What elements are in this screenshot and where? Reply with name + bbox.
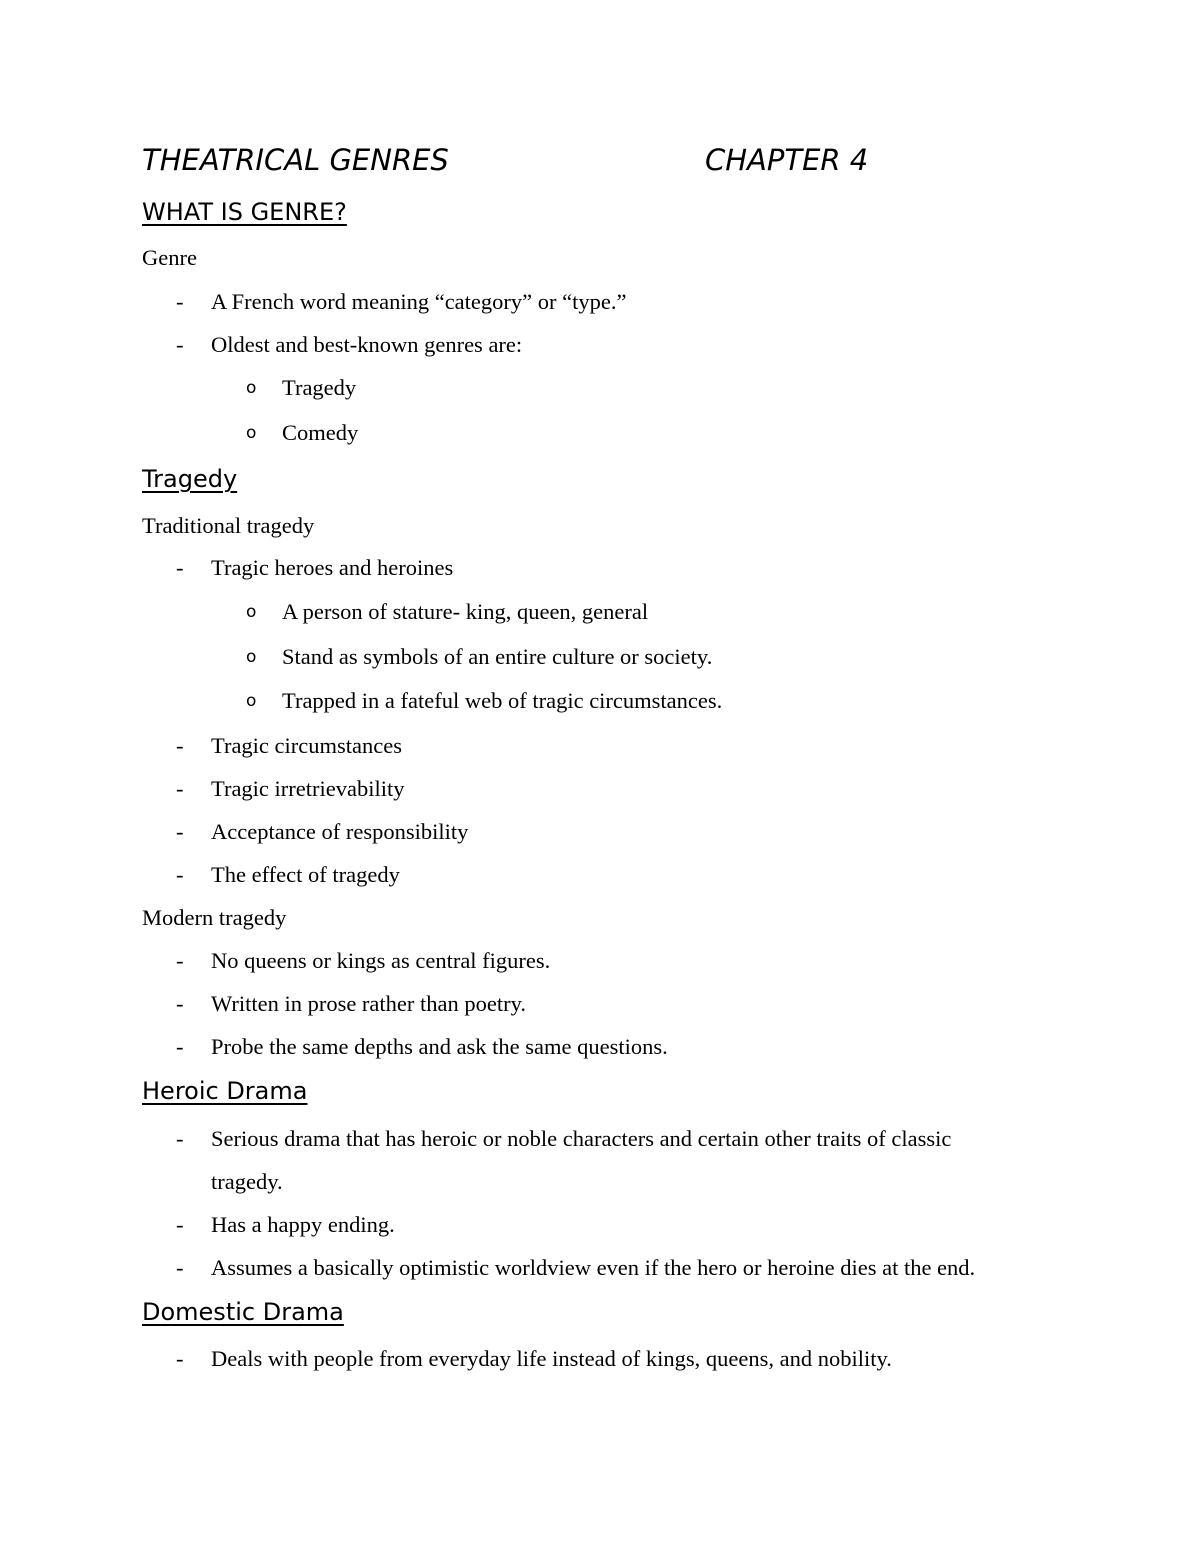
list-item-text: Tragic circumstances [211, 733, 402, 758]
dash-bullet: - [176, 733, 184, 758]
dash-bullet: - [176, 289, 184, 314]
dash-bullet: - [176, 819, 184, 844]
list-item-text: Assumes a basically optimistic worldview even if the hero or heroine dies at the end. [211, 1255, 976, 1280]
dash-bullet: - [176, 1212, 184, 1237]
list-item-text: tragedy. [211, 1169, 283, 1194]
dash-bullet: - [176, 991, 184, 1016]
list-item-text: No queens or kings as central figures. [211, 948, 551, 973]
list-item-text: Tragic heroes and heroines [211, 555, 454, 580]
sub-list-item-text: Tragedy [282, 375, 357, 400]
circle-bullet: o [246, 423, 257, 443]
sub-list-item-text: Stand as symbols of an entire culture or society. [282, 644, 713, 669]
section-heading-domestic-drama: Domestic Drama [142, 1298, 344, 1326]
title-row [142, 140, 1042, 184]
term-modern-tragedy: Modern tragedy [142, 905, 287, 930]
section-heading-genre: WHAT IS GENRE? [142, 198, 347, 226]
dash-bullet: - [176, 1034, 184, 1059]
dash-bullet: - [176, 1255, 184, 1280]
list-item-text: Tragic irretrievability [211, 776, 405, 801]
term-traditional-tragedy: Traditional tragedy [142, 513, 315, 538]
list-item-text: Oldest and best-known genres are: [211, 332, 523, 357]
chapter-label: CHAPTER 4 [705, 143, 869, 177]
sub-list-item-text: Trapped in a fateful web of tragic circumstances. [282, 688, 723, 713]
dash-bullet: - [176, 555, 184, 580]
list-item-text: Acceptance of responsibility [211, 819, 469, 844]
dash-bullet: - [176, 1126, 184, 1151]
dash-bullet: - [176, 1346, 184, 1371]
list-item-text: Deals with people from everyday life instead of kings, queens, and nobility. [211, 1346, 892, 1371]
list-item-text: Has a happy ending. [211, 1212, 395, 1237]
list-item-text: Probe the same depths and ask the same questions. [211, 1034, 668, 1059]
dash-bullet: - [176, 862, 184, 887]
term-genre: Genre [142, 245, 197, 270]
circle-bullet: o [246, 602, 257, 622]
circle-bullet: o [246, 647, 257, 667]
section-heading-tragedy: Tragedy [142, 465, 238, 493]
dash-bullet: - [176, 332, 184, 357]
document-title: THEATRICAL GENRES [142, 143, 449, 177]
list-item-text: A French word meaning “category” or “type.” [211, 289, 627, 314]
circle-bullet: o [246, 691, 257, 711]
list-item-text: Written in prose rather than poetry. [211, 991, 527, 1016]
list-item-text: Serious drama that has heroic or noble characters and certain other traits of classic [211, 1126, 952, 1151]
dash-bullet: - [176, 948, 184, 973]
sub-list-item-text: Comedy [282, 420, 359, 445]
sub-list-item-text: A person of stature- king, queen, general [282, 599, 649, 624]
dash-bullet: - [176, 776, 184, 801]
circle-bullet: o [246, 378, 257, 398]
section-heading-heroic-drama: Heroic Drama [142, 1077, 308, 1105]
list-item-text: The effect of tragedy [211, 862, 400, 887]
